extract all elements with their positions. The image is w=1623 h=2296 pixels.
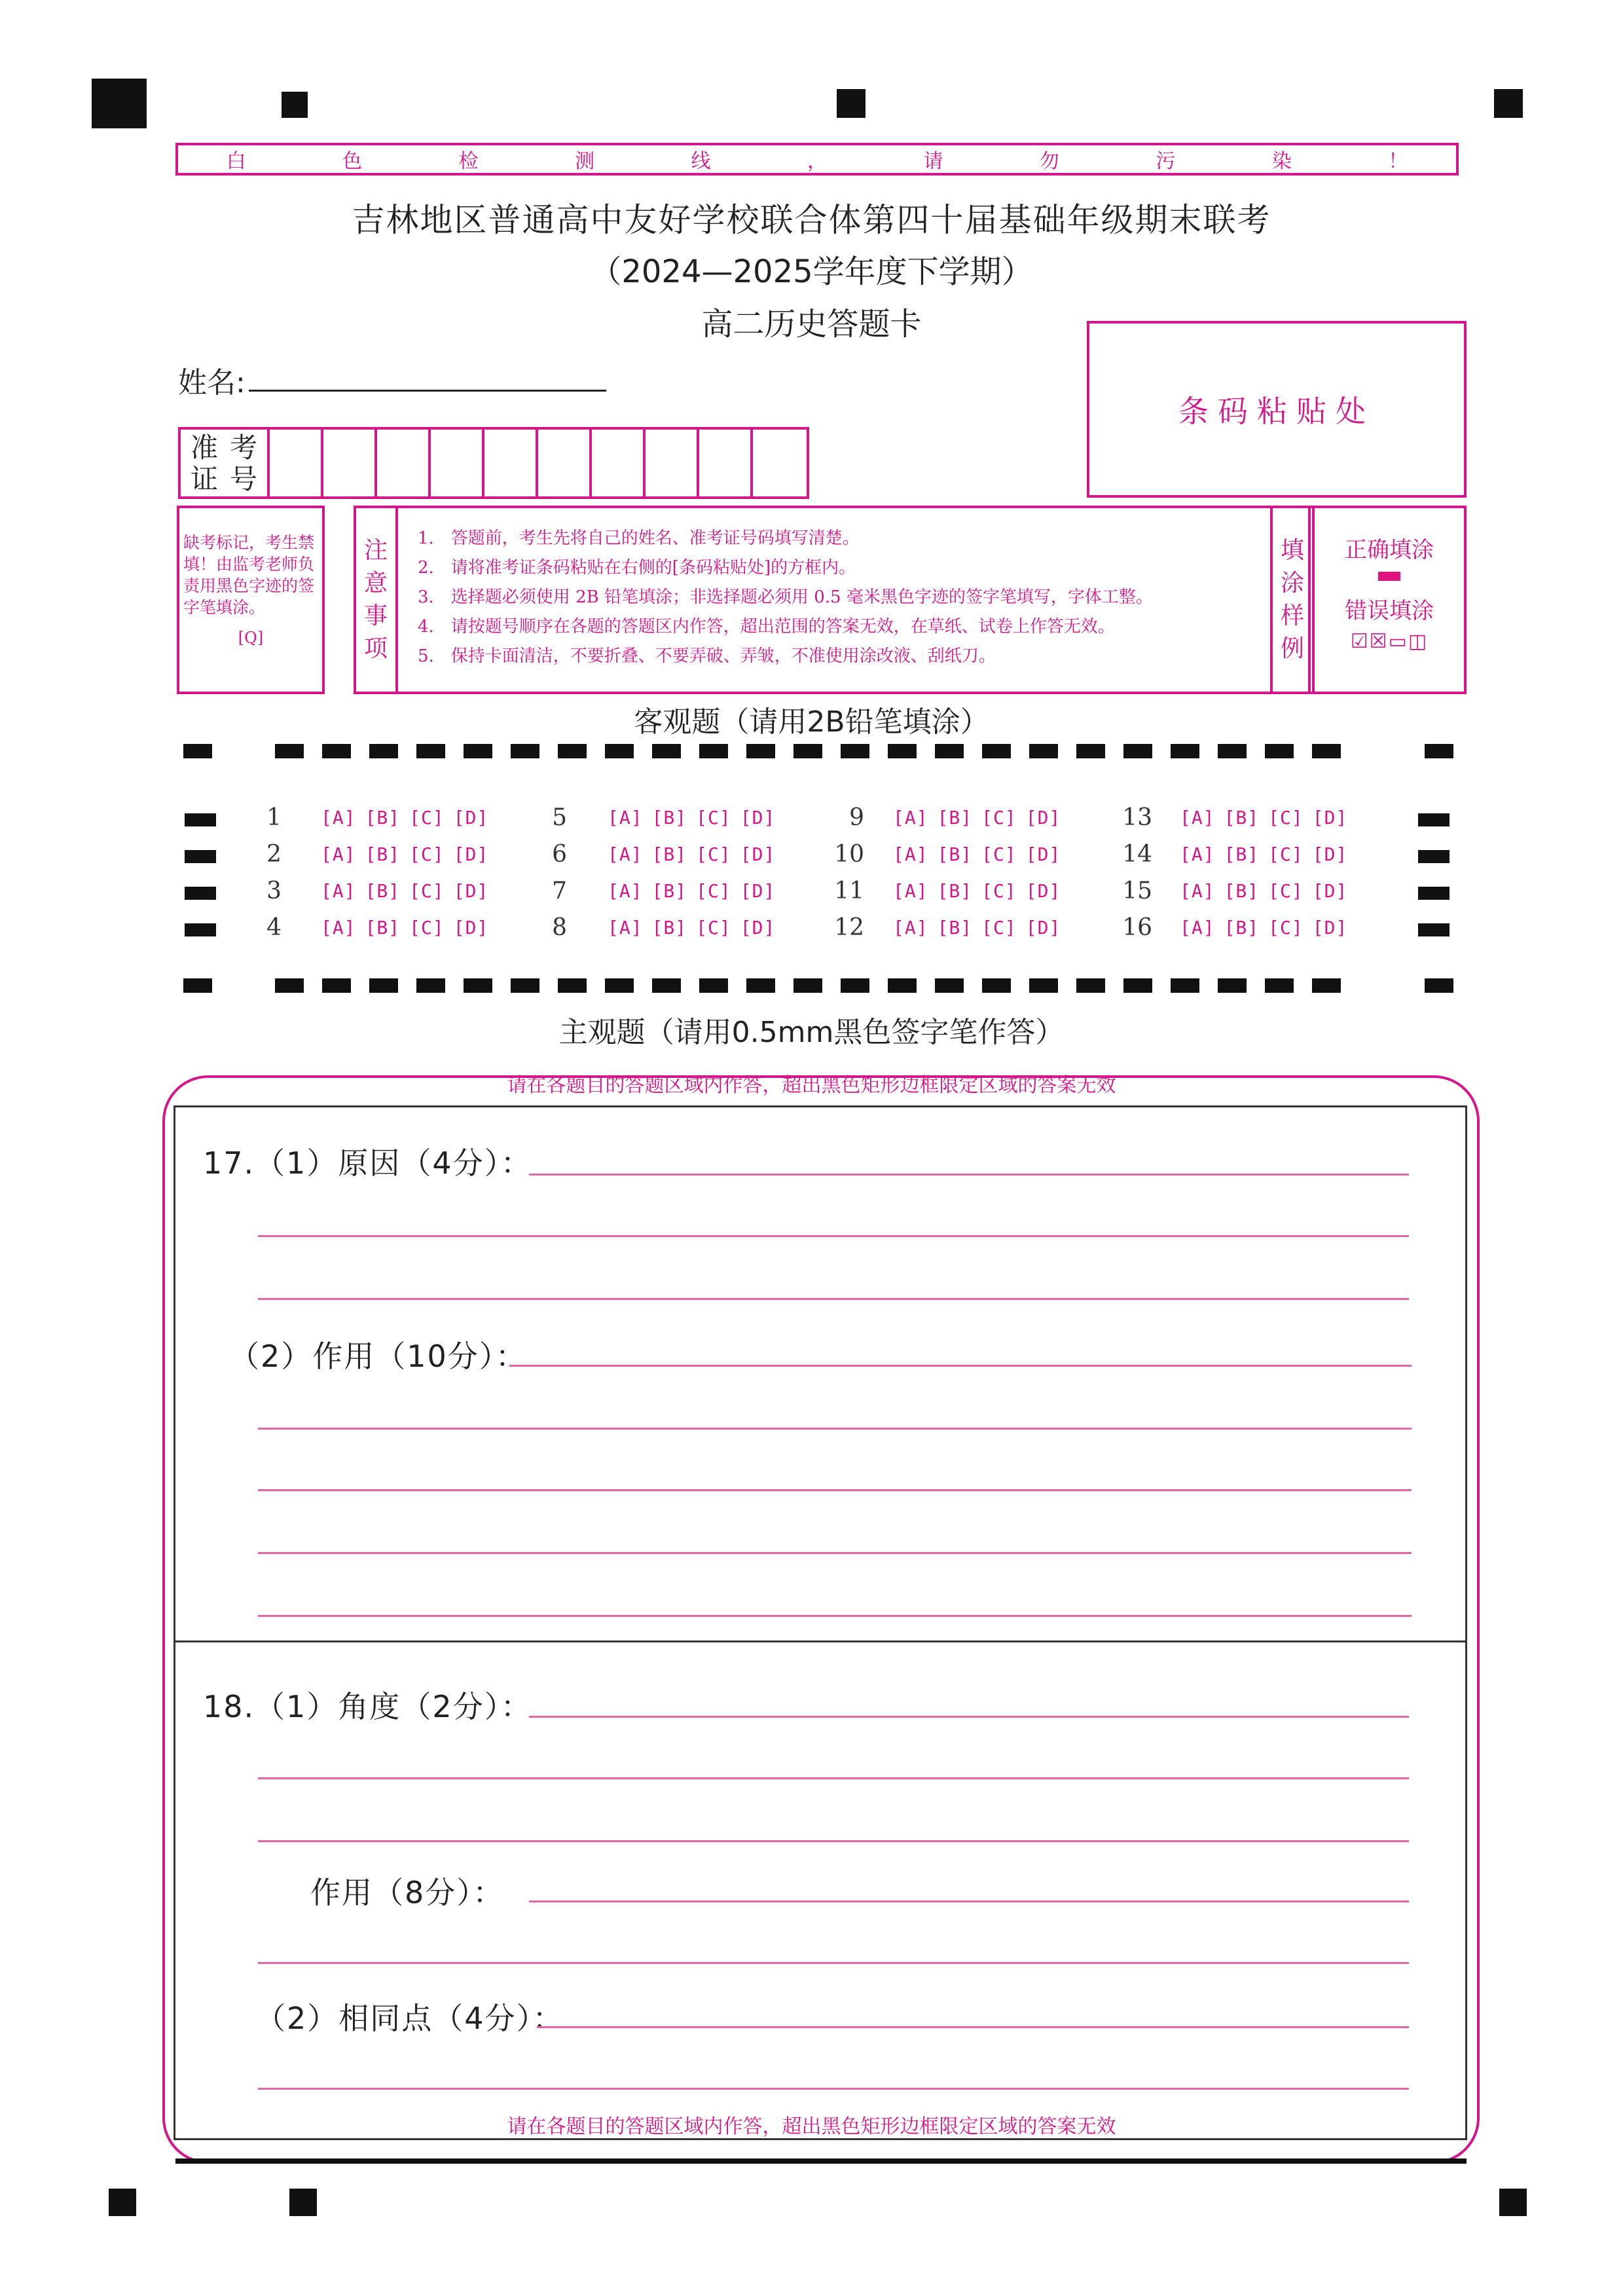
notice-title-char: 注 [363, 537, 388, 564]
registration-mark-top-2 [837, 89, 866, 118]
answer-bubble[interactable]: [C] [981, 917, 1017, 938]
timing-mark [1312, 978, 1341, 993]
timing-mark [793, 744, 822, 758]
warning-bar-char: ！ [1388, 150, 1408, 173]
answer-bubble[interactable]: [B] [365, 843, 401, 865]
answer-bubble[interactable]: [A] [321, 807, 356, 828]
fill-sample-body [1315, 508, 1464, 692]
exam-number-cell[interactable] [538, 430, 592, 496]
timing-mark [888, 978, 917, 993]
answer-line[interactable] [258, 1552, 1412, 1554]
timing-mark [746, 744, 775, 758]
answer-bubble[interactable]: [C] [981, 843, 1017, 865]
answer-bubble[interactable]: [C] [981, 807, 1017, 828]
warning-bar-char: 请 [923, 150, 943, 173]
exam-title: 吉林地区普通高中友好学校联合体第四十届基础年级期末联考 [352, 201, 1271, 239]
timing-mark [1265, 744, 1294, 758]
registration-mark-bottom-right [1499, 2189, 1527, 2216]
timing-mark [416, 978, 445, 993]
question-number: 10 [834, 841, 864, 868]
answer-options [1180, 843, 1347, 865]
absent-instructions: 缺考标记，考生禁填！由监考老师负责用黑色字迹的签字笔填涂。 [183, 533, 315, 617]
fill-sample-title-char: 涂 [1280, 570, 1304, 597]
fill-sample-box [1270, 506, 1467, 694]
barcode-label: 条码粘贴处 [1178, 394, 1375, 429]
row-timing-mark [1418, 813, 1450, 826]
timing-mark [746, 978, 775, 993]
exam-term: （2024—2025学年度下学期） [590, 253, 1033, 290]
notice-box [354, 506, 1311, 694]
notice-item: 3. 选择题必须使用 2B 铅笔填涂；非选择题必须用 0.5 毫米黑色字迹的签字笔填写，字体工整。 [418, 587, 1153, 607]
name-field[interactable] [249, 390, 606, 392]
timing-mark [322, 744, 351, 758]
white-detection-line-bar [175, 143, 1459, 176]
timing-mark [1312, 744, 1341, 758]
answer-bubble[interactable]: [B] [651, 917, 687, 938]
question-number: 2 [266, 841, 282, 868]
question-number: 1 [266, 804, 282, 831]
answer-bubble[interactable]: [D] [740, 807, 776, 828]
answer-bubble[interactable]: [D] [1312, 807, 1348, 828]
question-number: 14 [1122, 841, 1152, 868]
registration-mark-top-left [92, 79, 147, 128]
question-number: 5 [552, 804, 567, 831]
timing-mark [793, 978, 822, 993]
answer-line[interactable] [537, 2026, 1409, 2028]
timing-mark [1076, 744, 1105, 758]
answer-bubble[interactable]: [C] [409, 917, 445, 938]
exam-number-cell[interactable] [699, 430, 753, 496]
timing-mark [1029, 978, 1058, 993]
notice-title-char: 事 [363, 602, 388, 629]
row-timing-mark [1418, 923, 1450, 936]
answer-line[interactable] [258, 1489, 1412, 1491]
answer-options [321, 880, 488, 902]
exam-number-cell[interactable] [323, 430, 377, 496]
fill-sample-title-char: 例 [1280, 635, 1304, 662]
answer-bubble[interactable]: [A] [608, 917, 643, 938]
answer-area-warning-top: 请在各题目的答题区域内作答，超出黑色矩形边框限定区域的答案无效 [507, 1074, 1116, 1097]
answer-bubble[interactable]: [D] [1025, 880, 1061, 902]
row-timing-mark [185, 813, 216, 826]
answer-bubble[interactable]: [A] [608, 807, 643, 828]
answer-bubble[interactable]: [C] [409, 843, 445, 865]
answer-options [1180, 807, 1347, 828]
answer-bubble[interactable]: [A] [321, 917, 356, 938]
answer-line[interactable] [258, 1615, 1412, 1617]
answer-bubble[interactable]: [A] [608, 880, 643, 902]
answer-options [1180, 880, 1347, 902]
row-timing-mark [1418, 887, 1450, 900]
timing-mark [841, 978, 869, 993]
absent-fill-bubble[interactable]: [Q] [238, 629, 264, 647]
timing-mark [935, 744, 964, 758]
warning-bar-char: 污 [1156, 150, 1176, 173]
q17-part2-label: （2）作用（10分）： [229, 1339, 527, 1374]
subjective-section-title: 主观题（请用0.5mm黑色签字笔作答） [558, 1016, 1065, 1049]
timing-mark [1171, 978, 1199, 993]
timing-mark [605, 978, 634, 993]
answer-bubble[interactable]: [A] [893, 880, 928, 902]
answer-bubble[interactable]: [C] [696, 880, 731, 902]
answer-bubble[interactable]: [D] [1025, 843, 1061, 865]
bottom-rule [175, 2158, 1467, 2164]
question-number: 16 [1122, 914, 1152, 941]
answer-bubble[interactable]: [B] [651, 807, 687, 828]
answer-line[interactable] [258, 2088, 1409, 2090]
timing-mark [1171, 744, 1199, 758]
objective-section-title: 客观题（请用2B铅笔填涂） [634, 705, 989, 739]
answer-options [608, 807, 775, 828]
answer-line[interactable] [258, 1235, 1409, 1237]
exam-number-cell[interactable] [753, 430, 807, 496]
answer-bubble[interactable]: [A] [321, 880, 356, 902]
answer-bubble[interactable]: [A] [893, 917, 928, 938]
answer-bubble[interactable]: [C] [696, 807, 731, 828]
exam-number-cell[interactable] [431, 430, 484, 496]
answer-bubble[interactable]: [A] [608, 843, 643, 865]
timing-mark [982, 978, 1011, 993]
answer-bubble[interactable]: [D] [740, 917, 776, 938]
q18-part2-label: （2）相同点（4分）： [255, 2001, 564, 2036]
timing-mark [416, 744, 445, 758]
fill-sample-title-char: 填 [1280, 537, 1304, 564]
exam-number-cell[interactable] [377, 430, 431, 496]
answer-card-subject: 高二历史答题卡 [701, 306, 922, 343]
absent-mark-box [177, 506, 325, 694]
question-number: 12 [834, 914, 864, 941]
timing-mark [982, 744, 1011, 758]
answer-bubble[interactable]: [B] [1224, 807, 1260, 828]
answer-bubble[interactable]: [A] [893, 807, 928, 828]
question-number: 7 [552, 878, 567, 904]
exam-number-grid [178, 427, 809, 499]
warning-bar-char: 检 [458, 150, 479, 173]
name-label: 姓名: [178, 366, 246, 399]
timing-mark [369, 978, 398, 993]
answer-bubble[interactable]: [A] [893, 843, 928, 865]
answer-bubble[interactable]: [D] [453, 807, 489, 828]
answer-options [893, 917, 1061, 938]
question-number: 4 [266, 914, 282, 941]
timing-mark [183, 744, 212, 758]
answer-line[interactable] [258, 1777, 1409, 1779]
answer-bubble[interactable]: [D] [1025, 917, 1061, 938]
answer-bubble[interactable]: [B] [651, 880, 687, 902]
barcode-paste-area [1087, 321, 1467, 498]
timing-mark [322, 978, 351, 993]
timing-mark [1076, 978, 1105, 993]
answer-bubble[interactable]: [A] [1180, 880, 1215, 902]
answer-options [608, 843, 775, 865]
answer-line[interactable] [509, 1365, 1412, 1367]
answer-bubble[interactable]: [C] [1268, 880, 1304, 902]
timing-mark [511, 978, 539, 993]
question-number: 15 [1122, 878, 1152, 904]
answer-bubble[interactable]: [B] [365, 917, 401, 938]
timing-mark [652, 744, 681, 758]
answer-bubble[interactable]: [B] [1224, 917, 1260, 938]
answer-bubble[interactable]: [C] [696, 843, 731, 865]
fill-sample-title [1273, 508, 1315, 692]
answer-bubble[interactable]: [B] [937, 917, 973, 938]
answer-bubble[interactable]: [C] [696, 917, 731, 938]
registration-mark-bottom-left [109, 2189, 136, 2216]
timing-mark [699, 744, 728, 758]
timing-mark [1029, 744, 1058, 758]
timing-mark [935, 978, 964, 993]
warning-bar-char: 白 [226, 150, 246, 173]
answer-options [321, 843, 488, 865]
question-number: 13 [1122, 804, 1152, 831]
exam-number-cell[interactable] [646, 430, 699, 496]
question-number: 9 [849, 804, 864, 831]
timing-mark [183, 978, 212, 993]
notice-list [398, 508, 1153, 692]
timing-track-bottom [183, 978, 1453, 993]
exam-number-label-char: 号 [229, 463, 257, 495]
row-timing-mark [185, 923, 216, 936]
notice-title-char: 意 [363, 570, 388, 597]
timing-mark [1218, 978, 1247, 993]
answer-bubble[interactable]: [B] [365, 880, 401, 902]
answer-options [321, 807, 488, 828]
answer-line[interactable] [258, 1428, 1412, 1430]
exam-number-label-char: 准 [190, 432, 218, 464]
timing-mark [275, 978, 304, 993]
answer-line[interactable] [258, 1840, 1409, 1842]
answer-bubble[interactable]: [D] [453, 917, 489, 938]
answer-options [608, 917, 775, 938]
answer-bubble[interactable]: [D] [1312, 917, 1348, 938]
timing-mark [1123, 978, 1152, 993]
timing-mark [1265, 978, 1294, 993]
answer-bubble[interactable]: [D] [740, 880, 776, 902]
answer-bubble[interactable]: [B] [365, 807, 401, 828]
answer-options [1180, 917, 1347, 938]
answer-bubble[interactable]: [B] [937, 843, 973, 865]
notice-item: 2. 请将准考证条码粘贴在右侧的[条码粘贴处]的方框内。 [418, 558, 856, 578]
answer-options [893, 880, 1061, 902]
timing-mark [605, 744, 634, 758]
timing-mark [652, 978, 681, 993]
answer-bubble[interactable]: [C] [409, 880, 445, 902]
answer-bubble[interactable]: [B] [937, 880, 973, 902]
question-divider [173, 1640, 1467, 1642]
timing-mark [1123, 744, 1152, 758]
registration-mark-top-right [1494, 89, 1523, 118]
q17-part1-label: 17.（1）原因（4分）： [203, 1145, 532, 1181]
exam-number-cell[interactable] [270, 430, 323, 496]
timing-mark [464, 744, 492, 758]
registration-mark-bottom-2 [289, 2189, 317, 2216]
notice-item: 4. 请按题号顺序在各题的答题区内作答，超出范围的答案无效，在草纸、试卷上作答无效。 [418, 617, 1115, 637]
notice-title-char: 项 [363, 635, 388, 662]
timing-mark [511, 744, 539, 758]
q18-part1b-label: 作用（8分）： [310, 1875, 505, 1910]
answer-line[interactable] [529, 1716, 1409, 1718]
notice-item: 5. 保持卡面清洁，不要折叠、不要弄破、弄皱，不准使用涂改液、刮纸刀。 [418, 646, 996, 666]
warning-bar-char: 线 [691, 150, 711, 173]
timing-mark [1425, 744, 1453, 758]
answer-line[interactable] [529, 1174, 1409, 1176]
answer-line[interactable] [258, 1962, 1409, 1964]
fill-sample-title-char: 样 [1280, 602, 1304, 629]
answer-bubble[interactable]: [A] [321, 843, 356, 865]
answer-bubble[interactable]: [B] [937, 807, 973, 828]
row-timing-mark [1418, 850, 1450, 863]
exam-number-label-char: 证 [190, 463, 218, 495]
timing-mark [558, 978, 587, 993]
answer-bubble[interactable]: [D] [453, 843, 489, 865]
question-number: 8 [552, 914, 567, 941]
answer-line[interactable] [529, 1900, 1409, 1902]
wrong-fill-marks: ☑☒▭◫ [1350, 630, 1429, 653]
exam-number-label [181, 430, 270, 496]
answer-area-box [173, 1105, 1467, 2140]
exam-number-cell[interactable] [592, 430, 646, 496]
question-number: 11 [834, 878, 864, 904]
correct-fill-label: 正确填涂 [1345, 537, 1434, 563]
exam-number-cell[interactable] [484, 430, 538, 496]
answer-bubble[interactable]: [B] [651, 843, 687, 865]
answer-bubble[interactable]: [D] [1312, 880, 1348, 902]
answer-bubble[interactable]: [D] [1025, 807, 1061, 828]
answer-options [608, 880, 775, 902]
answer-line[interactable] [258, 1298, 1409, 1300]
question-number: 3 [266, 878, 282, 904]
row-timing-mark [185, 887, 216, 900]
answer-options [893, 843, 1061, 865]
answer-bubble[interactable]: [C] [409, 807, 445, 828]
timing-mark [1218, 744, 1247, 758]
warning-bar-char: 勿 [1039, 150, 1059, 173]
answer-bubble[interactable]: [D] [1312, 843, 1348, 865]
timing-mark [558, 744, 587, 758]
timing-mark [1425, 978, 1453, 993]
correct-fill-mark [1378, 572, 1400, 581]
registration-mark-top-1 [282, 92, 308, 118]
answer-bubble[interactable]: [D] [453, 880, 489, 902]
wrong-fill-label: 错误填涂 [1345, 598, 1434, 624]
answer-bubble[interactable]: [C] [1268, 917, 1304, 938]
timing-mark [369, 744, 398, 758]
timing-mark [841, 744, 869, 758]
answer-options [893, 807, 1061, 828]
warning-bar-char: 测 [575, 150, 595, 173]
answer-bubble[interactable]: [C] [1268, 843, 1304, 865]
timing-mark [464, 978, 492, 993]
row-timing-mark [185, 850, 216, 863]
notice-title [356, 508, 398, 692]
answer-bubble[interactable]: [C] [981, 880, 1017, 902]
timing-mark [888, 744, 917, 758]
exam-number-label-char: 考 [229, 432, 257, 464]
warning-bar-char: 色 [342, 150, 363, 173]
timing-mark [699, 978, 728, 993]
answer-bubble[interactable]: [C] [1268, 807, 1304, 828]
answer-bubble[interactable]: [D] [740, 843, 776, 865]
warning-bar-char: 染 [1271, 150, 1292, 173]
answer-bubble[interactable]: [A] [1180, 917, 1215, 938]
notice-item: 1. 答题前，考生先将自己的姓名、准考证号码填写清楚。 [418, 528, 860, 548]
question-number: 6 [552, 841, 567, 868]
answer-area-warning-bottom: 请在各题目的答题区域内作答，超出黑色矩形边框限定区域的答案无效 [507, 2115, 1116, 2138]
answer-bubble[interactable]: [B] [1224, 880, 1260, 902]
answer-options [321, 917, 488, 938]
timing-track-top [183, 744, 1453, 758]
q18-part1-label: 18.（1）角度（2分）： [203, 1689, 532, 1724]
timing-mark [275, 744, 304, 758]
answer-bubble[interactable]: [B] [1224, 843, 1260, 865]
warning-bar-char: ， [807, 150, 827, 173]
answer-bubble[interactable]: [A] [1180, 807, 1215, 828]
answer-bubble[interactable]: [A] [1180, 843, 1215, 865]
